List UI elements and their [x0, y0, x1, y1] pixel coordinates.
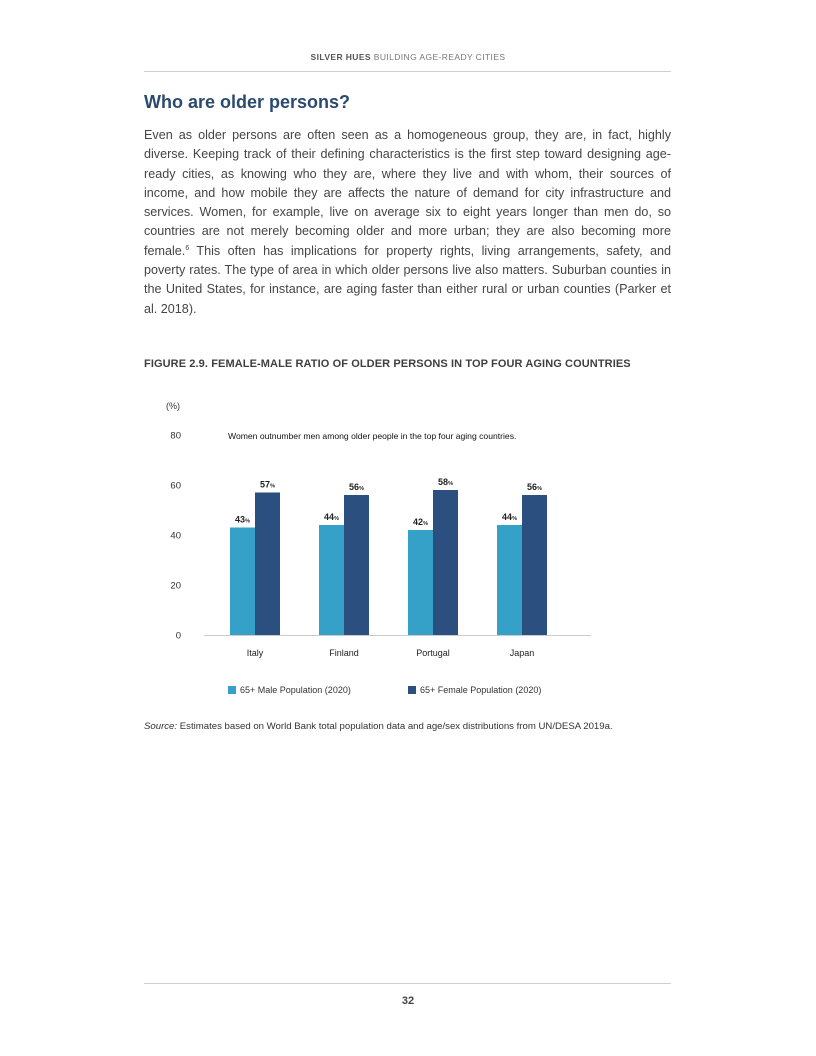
bar-japan-female	[522, 495, 547, 635]
data-label-portugal-male: 42%	[413, 517, 428, 527]
bar-italy-male	[230, 528, 255, 636]
data-label-japan-female: 56%	[527, 482, 542, 492]
data-label-finland-male: 44%	[324, 512, 339, 522]
y-axis-label: (%)	[166, 401, 180, 411]
data-label-finland-female: 56%	[349, 482, 364, 492]
running-header-series: SILVER HUES	[310, 52, 371, 62]
bar-japan-male	[497, 525, 522, 635]
bar-portugal-female	[433, 490, 458, 635]
body-paragraph-part2: This often has implications for property rights, living arrangements, safety, and poverty rates. The type of area in which older persons live also matters. Suburban counties in the United States, for instance, are aging faster than either rural or urban counties (Parker et al. 2018).	[144, 243, 671, 316]
data-label-italy-female: 57%	[260, 479, 275, 490]
legend-item	[408, 685, 541, 695]
bar-chart	[0, 390, 816, 680]
y-tick-label: 80	[170, 430, 181, 442]
figure-title: FIGURE 2.9. FEMALE-MALE RATIO OF OLDER PERSONS IN TOP FOUR AGING COUNTRIES	[144, 358, 631, 370]
legend-label: 65+ Male Population (2020)	[240, 685, 351, 695]
body-paragraph	[144, 126, 671, 319]
x-tick-label: Japan	[509, 648, 535, 658]
footnote-ref[interactable]: 6	[185, 244, 190, 252]
bar-finland-male	[319, 525, 344, 635]
source-label: Source:	[144, 721, 178, 732]
y-tick-label: 40	[170, 530, 181, 542]
figure-source	[144, 721, 613, 732]
y-tick-label: 20	[170, 580, 181, 592]
x-tick-label: Italy	[246, 648, 264, 658]
y-tick-label: 0	[175, 630, 181, 642]
chart-subtitle: Women outnumber men among older people in the top four aging countries.	[228, 431, 517, 441]
footer-rule	[144, 983, 671, 984]
legend-swatch	[228, 686, 236, 694]
section-title: Who are older persons?	[144, 92, 351, 112]
x-tick-label: Portugal	[416, 648, 450, 658]
y-tick-label: 60	[170, 480, 181, 492]
page-number: 32	[401, 995, 415, 1007]
body-paragraph-part1: Even as older persons are often seen as a homogeneous group, they are, in fact, highly diverse. Keeping track of their defining characteristics is the first step toward designing age-ready cities, as knowing who they are, where they live and with whom, their sources of income, and how mobile they are affects the nature of demand for city infrastructure and services. Women, for example, live on average six to eight years longer than men do, so countries are not merely becoming older and more urban; they are also becoming more female.	[144, 128, 671, 258]
bar-portugal-male	[408, 530, 433, 635]
legend-swatch	[408, 686, 416, 694]
source-text: Estimates based on World Bank total population data and age/sex distributions from UN/DESA 2019a.	[177, 721, 613, 732]
running-header-title: BUILDING AGE-READY CITIES	[373, 52, 506, 62]
header-rule	[144, 71, 671, 72]
x-tick-label: Finland	[329, 648, 359, 658]
data-label-italy-male: 43%	[235, 514, 250, 525]
running-header	[0, 52, 816, 62]
legend-label: 65+ Female Population (2020)	[420, 685, 542, 695]
bar-finland-female	[344, 495, 369, 635]
data-label-portugal-female: 58%	[438, 477, 453, 487]
data-label-japan-male: 44%	[502, 512, 517, 522]
bar-italy-female	[255, 493, 280, 636]
legend-item	[228, 685, 351, 695]
